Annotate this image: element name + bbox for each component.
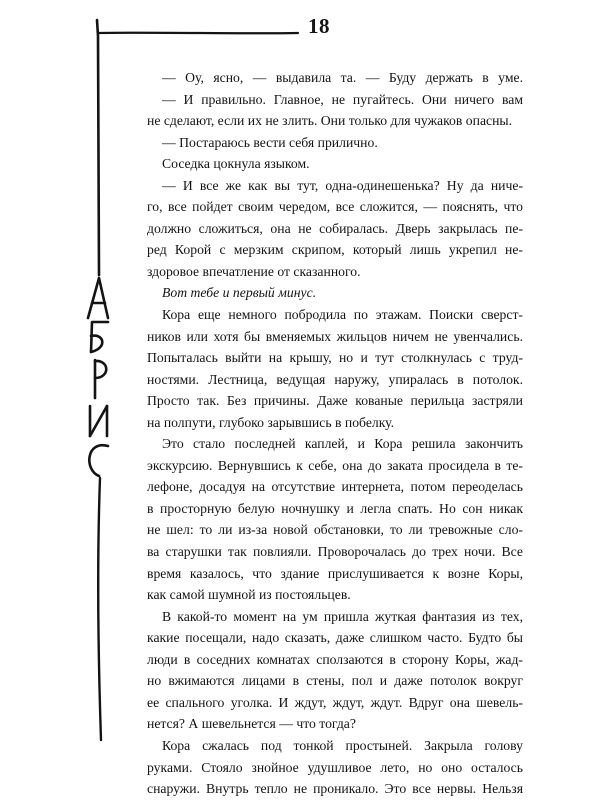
text-line: лефоне, досадуя на отсутствие интернета, потом переоделась <box>147 479 523 495</box>
text-line: Соседка цокнула языком. <box>162 156 310 172</box>
text-line: должно сложиться, она не собиралась. Дверь закрылась пе- <box>147 220 523 236</box>
text-line: Попыталась выйти на крышу, но и тут столкнулась с труд- <box>147 350 523 366</box>
text-line: ред Корой с мерзким скрипом, который лишь укрепил не- <box>147 242 523 258</box>
abris-logo <box>88 278 108 476</box>
body-text <box>147 67 523 800</box>
text-line: люди в соседних комнатах сползаются в сторону Коры, жад- <box>147 651 523 667</box>
text-line: В какой-то момент на ум пришла жуткая фантазия из тех, <box>162 608 523 624</box>
text-line: Вот тебе и первый минус. <box>162 285 317 301</box>
text-line: но вжимаются лицами в стены, пол и даже потолок вокруг <box>147 673 523 689</box>
text-line: руками. Стояло знойное удушливое лето, но оно осталось <box>147 759 523 775</box>
text-line: как самой шумной из постояльцев. <box>147 587 351 603</box>
text-line: нется? А шевельнется — что тогда? <box>147 716 356 732</box>
text-line: на полпути, глубоко зарывшись в побелку. <box>147 414 395 430</box>
text-line: не сделают, если их не злить. Они только для чужаков опасны. <box>147 113 513 129</box>
text-line: го, все пойдет своим чередом, все сложится, — пояснять, что <box>147 199 523 215</box>
page-number: 18 <box>308 14 330 38</box>
text-line: Кора еще немного побродила по этажам. Поиски сверст- <box>162 307 523 323</box>
text-line: Это стало последней каплей, и Кора решила закончить <box>162 436 523 452</box>
text-line: не шел: то ли из-за новой обстановки, то ли тревожные сло- <box>147 522 523 538</box>
text-line: ностями. Лестница, ведущая наружу, упиралась в потолок. <box>147 371 523 387</box>
text-line: ва старушки так повлияли. Проворочалась до трех ночи. Все <box>147 544 523 560</box>
text-line: ее спального уголка. И ждут, ждут, ждут. Вдруг она шевель- <box>147 694 523 710</box>
text-line: ников или хотя бы вменяемых жильцов ничем не увенчались. <box>147 328 523 344</box>
text-line: Кора сжалась под тонкой простыней. Закрыла голову <box>162 737 523 753</box>
text-line: экскурсию. Вернувшись к себе, она до заката просидела в те- <box>147 457 523 473</box>
text-line: в просторную белую ночнушку и легла спать. Но сон никак <box>147 500 523 516</box>
text-line: какие посещали, надо сказать, даже слишком часто. Будто бы <box>147 630 523 646</box>
text-line: — Оу, ясно, — выдавила та. — Буду держать в уме. <box>162 70 523 85</box>
text-line: снаружи. Внутрь тепло не проникало. Это все нервы. Нельзя <box>147 781 523 797</box>
text-line: здоровое впечатление от сказанного. <box>147 263 361 279</box>
text-line: Просто так. Без причины. Даже кованые перильца застряли <box>147 393 523 409</box>
text-line: — Постараюсь вести себя прилично. <box>162 134 378 150</box>
text-line: время казалось, что здание прислушивается к возне Коры, <box>147 565 523 581</box>
text-line: — И все же как вы тут, одна-одинешенька? Ну да ниче- <box>162 177 523 193</box>
text-line: — И правильно. Главное, не пугайтесь. Они ничего вам <box>162 91 523 107</box>
